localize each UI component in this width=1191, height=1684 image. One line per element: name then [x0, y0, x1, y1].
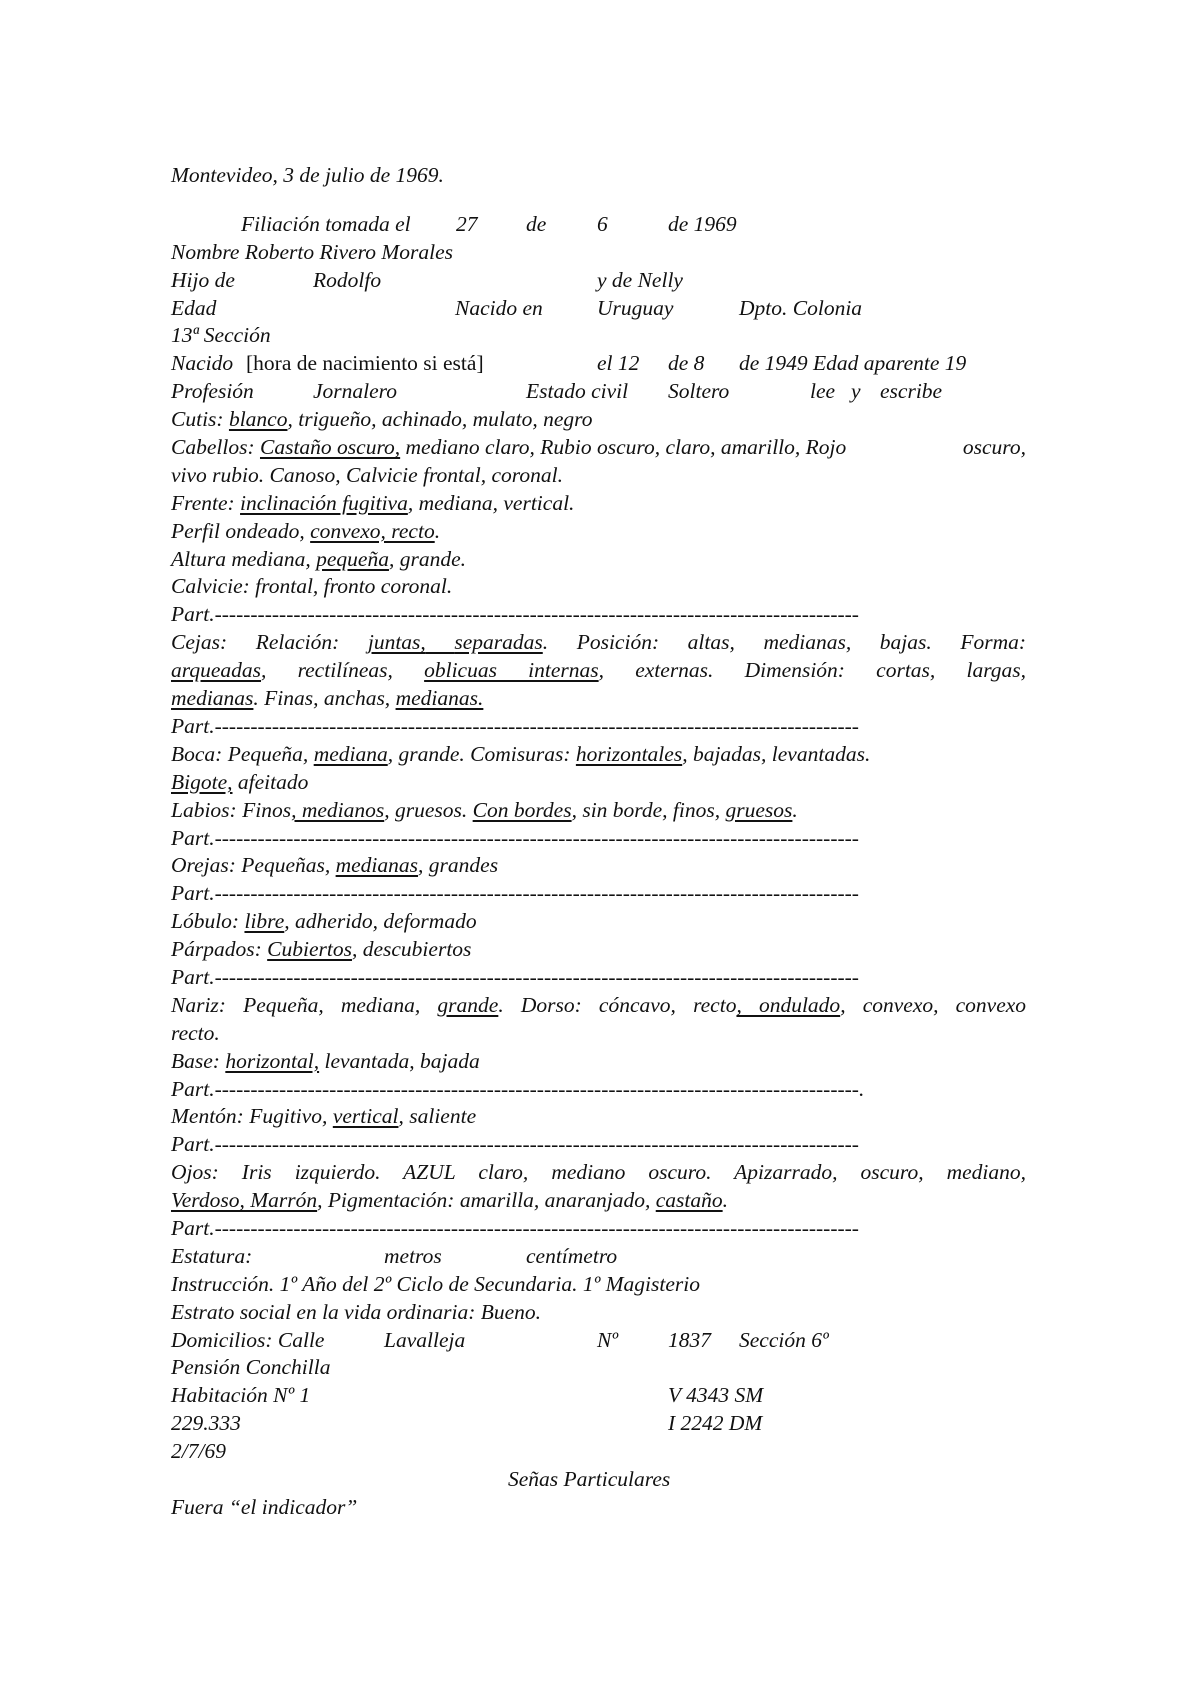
ojos-line-1 [171, 1159, 1026, 1187]
cejas-punct: , [260, 658, 267, 683]
filiacion-year: de 1969 [668, 211, 737, 236]
lobulo-selected: libre [244, 909, 285, 934]
ojos-word: oscuro. [648, 1160, 712, 1185]
senas-title-line [171, 1466, 1026, 1494]
parpados-options: , descubiertos [351, 937, 472, 962]
base-line [171, 1048, 1026, 1076]
bigote-selected: Bigote, [171, 769, 233, 794]
orejas-label: Orejas: Pequeñas, [171, 853, 336, 878]
country: Uruguay [597, 295, 674, 320]
cejas-word: Forma: [960, 630, 1027, 655]
labios-selected: Con bordes [472, 797, 572, 822]
ojos-word: mediano [551, 1160, 626, 1185]
menton-options: , saliente [398, 1104, 477, 1129]
nariz-word: convexo [955, 992, 1027, 1017]
pigmentacion-options: , Pigmentación: amarilla, anaranjado, [317, 1188, 656, 1213]
cejas-word: Posición: [576, 630, 660, 655]
part-line-2: Part.------------------------------------------------------------------------------------------ [171, 713, 859, 738]
escribe: escribe [880, 379, 943, 404]
father-name: Rodolfo [313, 267, 382, 292]
comisuras-selected: horizontales [575, 741, 683, 766]
orejas-selected: medianas [335, 853, 419, 878]
cejas-selected: medianas. [395, 686, 484, 711]
cejas-selected: separadas [454, 630, 543, 655]
altura-selected: pequeña [316, 546, 389, 571]
nariz-word: mediana, [340, 992, 421, 1017]
lobulo-label: Lóbulo: [171, 909, 245, 934]
birth-month: de 8 [668, 351, 705, 376]
domicilio-num-label: Nº [597, 1327, 619, 1352]
ojos-word: claro, [478, 1160, 529, 1185]
code-i: I 2242 DM [668, 1411, 763, 1436]
cejas-word: altas, [687, 630, 735, 655]
birth-year-age: de 1949 Edad aparente 19 [739, 351, 967, 376]
cutis-options: , trigueño, achinado, mulato, negro [287, 407, 593, 432]
lobulo-line [171, 908, 1026, 936]
part-separator [171, 825, 1026, 853]
part-line-5: Part.------------------------------------------------------------------------------------------ [171, 964, 859, 989]
altura-options: , grande. [388, 546, 467, 571]
estrato-line [171, 1299, 1026, 1327]
civil-label: Estado civil [526, 379, 629, 404]
ojos-line-2 [171, 1187, 1026, 1215]
parpados-line [171, 936, 1026, 964]
part-separator [171, 880, 1026, 908]
menton-line [171, 1103, 1026, 1131]
nariz-label: Nariz: [171, 992, 226, 1017]
bigote-line [171, 769, 1026, 797]
seccion-line [171, 322, 1026, 350]
labios-options: , gruesos. [384, 797, 473, 822]
labios-line [171, 797, 1026, 825]
nariz-word: recto [693, 992, 737, 1017]
labios-end: . [792, 797, 798, 822]
pension: Pensión Conchilla [171, 1355, 331, 1380]
part-separator [171, 964, 1026, 992]
ojos-label: Ojos: [171, 1160, 219, 1185]
part-separator [171, 1215, 1026, 1243]
nacido-note: [hora de nacimiento si está] [246, 351, 484, 376]
profesion-label: Profesión [171, 379, 254, 404]
part-line-4: Part.------------------------------------------------------------------------------------------ [171, 881, 859, 906]
ojos-selected: Verdoso, Marrón [171, 1188, 318, 1213]
perfil-selected: convexo, recto [310, 518, 435, 543]
fecha: 2/7/69 [171, 1439, 226, 1464]
cejas-space-u [426, 630, 455, 654]
department: Dpto. Colonia [739, 295, 863, 320]
cejas-line-1 [171, 629, 1026, 657]
perfil-end: . [434, 518, 441, 543]
labios-selected: gruesos [725, 797, 793, 822]
estatura-metros: metros [384, 1243, 442, 1268]
registro-num: 229.333 [171, 1411, 241, 1436]
estrato: Estrato social en la vida ordinaria: Bueno. [171, 1299, 542, 1324]
ojos-word: AZUL [403, 1160, 456, 1185]
cejas-selected: juntas, [367, 630, 426, 655]
estatura-line [171, 1243, 1026, 1271]
parpados-selected: Cubiertos [267, 937, 352, 962]
profesion-value: Jornalero [313, 379, 397, 404]
seccion: 13ª Sección [171, 323, 271, 348]
cabellos-selected: Castaño oscuro, [259, 435, 401, 460]
nombre: Nombre Roberto Rivero Morales [171, 239, 454, 264]
fuera: Fuera “el indicador” [171, 1494, 358, 1519]
nacido-line [171, 350, 1026, 378]
filiacion-month: 6 [597, 211, 608, 236]
boca-options: , grande. Comisuras: [387, 741, 576, 766]
cejas-selected: medianas [171, 686, 254, 711]
cejas-word: Dimensión: [744, 658, 845, 683]
birth-day: el 12 [597, 351, 640, 376]
cejas-punct: . [542, 630, 549, 655]
filiacion-line [171, 211, 1026, 239]
domicilio-line [171, 1327, 1026, 1355]
boca-selected: mediana [313, 741, 388, 766]
part-separator [171, 1131, 1026, 1159]
cutis-selected: blanco [228, 407, 288, 432]
filiacion-label: Filiación tomada el [241, 211, 411, 236]
cejas-word: largas, [966, 658, 1027, 683]
calvicie-line [171, 573, 1026, 601]
perfil-label: Perfil ondeado, [171, 518, 311, 543]
edad-label: Edad [171, 295, 217, 320]
document-body [171, 162, 1026, 1522]
cejas-word: Relación: [255, 630, 340, 655]
bigote-options: afeitado [232, 769, 309, 794]
ojos-word: oscuro, [860, 1160, 924, 1185]
registro-line [171, 1410, 1026, 1438]
labios-options: , sin borde, finos, [571, 797, 726, 822]
nariz-punct: . [498, 992, 504, 1017]
cejas-label: Cejas: [171, 630, 228, 655]
frente-selected: inclinación fugitiva [240, 490, 408, 515]
spacer [171, 190, 1026, 211]
nacido-label: Nacido [171, 351, 234, 376]
filiacion-de: de [526, 211, 547, 236]
cejas-selected: arqueadas [171, 658, 261, 683]
cutis-line [171, 406, 1026, 434]
base-options: levantada, bajada [319, 1048, 480, 1073]
hijo-label: Hijo de [171, 267, 235, 292]
domicilio-calle: Lavalleja [384, 1327, 466, 1352]
domicilio-seccion: Sección 6º [739, 1327, 829, 1352]
part-line-3: Part.------------------------------------------------------------------------------------------ [171, 825, 859, 850]
habitacion-label: Habitación Nº 1 [171, 1383, 311, 1408]
part-separator [171, 713, 1026, 741]
part-separator [171, 1076, 1026, 1104]
orejas-line [171, 852, 1026, 880]
ojos-end: . [722, 1188, 728, 1213]
ojos-word: Iris [241, 1160, 272, 1185]
frente-options: , mediana, vertical. [407, 490, 575, 515]
cejas-selected: oblicuas internas [424, 658, 599, 683]
nariz-word: convexo, [862, 992, 939, 1017]
part-line-6: Part.------------------------------------------------------------------------------------------. [171, 1076, 865, 1101]
cejas-word: medianas, [763, 630, 852, 655]
cejas-line-3 [171, 685, 1026, 713]
cejas-word: bajas. [879, 630, 932, 655]
domicilio-label: Domicilios: Calle [171, 1327, 325, 1352]
part-line-1: Part.------------------------------------------------------------------------------------------ [171, 602, 859, 627]
estatura-cm: centímetro [526, 1243, 618, 1268]
calvicie: Calvicie: frontal, fronto coronal. [171, 574, 453, 599]
altura-line [171, 546, 1026, 574]
habitacion-line [171, 1382, 1026, 1410]
cabellos-options-cont: vivo rubio. Canoso, Calvicie frontal, coronal. [171, 462, 563, 487]
senas-title: Señas Particulares [508, 1467, 671, 1492]
cejas-punct: , [598, 658, 605, 683]
mother-name: y de Nelly [597, 267, 683, 292]
ojos-word: izquierdo. [294, 1160, 381, 1185]
cejas-word: externas. [635, 658, 714, 683]
boca-line [171, 741, 1026, 769]
cabellos-label: Cabellos: [171, 435, 260, 460]
comisuras-options: , bajadas, levantadas. [682, 741, 871, 766]
estatura-label: Estatura: [171, 1243, 253, 1268]
lobulo-options: , adherido, deformado [284, 909, 477, 934]
cabellos-line-2 [171, 462, 1026, 490]
place-date: Montevideo, 3 de julio de 1969. [171, 163, 444, 187]
boca-label: Boca: Pequeña, [171, 741, 314, 766]
nariz-word: Pequeña, [243, 992, 324, 1017]
base-label: Base: [171, 1048, 226, 1073]
part-line-8: Part.------------------------------------------------------------------------------------------ [171, 1216, 859, 1241]
cabellos-line-1 [171, 434, 1026, 462]
domicilio-num: 1837 [668, 1327, 711, 1352]
parpados-label: Párpados: [171, 937, 268, 962]
instruccion: Instrucción. 1º Año del 2º Ciclo de Secundaria. 1º Magisterio [171, 1271, 700, 1296]
nacido-en-label: Nacido en [455, 295, 543, 320]
fuera-line [171, 1494, 1026, 1522]
ojos-word: mediano, [946, 1160, 1027, 1185]
cejas-word: cortas, [876, 658, 936, 683]
pigmentacion-selected: castaño [655, 1188, 723, 1213]
nariz-line-2 [171, 1020, 1026, 1048]
nariz-cont: recto. [171, 1020, 220, 1045]
fecha-line [171, 1438, 1026, 1466]
cejas-options: . Finas, anchas, [253, 686, 396, 711]
nombre-line [171, 239, 1026, 267]
nariz-word: cóncavo, [598, 992, 676, 1017]
filiacion-day: 27 [456, 211, 478, 236]
nariz-selected: grande [437, 992, 499, 1017]
base-selected: horizontal, [225, 1048, 320, 1073]
cutis-label: Cutis: [171, 407, 229, 432]
ojos-word: Apizarrado, [734, 1160, 838, 1185]
cabellos-options: mediano claro, Rubio oscuro, claro, amarillo, Rojo [400, 435, 847, 460]
perfil-line [171, 518, 1026, 546]
place-date-line [171, 162, 1026, 190]
instruccion-line [171, 1271, 1026, 1299]
frente-label: Frente: [171, 490, 241, 515]
cejas-line-2 [171, 657, 1026, 685]
altura-label: Altura mediana, [171, 546, 317, 571]
part-line-7: Part.------------------------------------------------------------------------------------------ [171, 1132, 859, 1157]
lee: lee [810, 379, 836, 404]
cejas-word: rectilíneas, [297, 658, 393, 683]
dorso-selected: , ondulado [736, 992, 841, 1017]
cabellos-options-end: oscuro, [962, 435, 1026, 460]
frente-line [171, 490, 1026, 518]
part-separator [171, 601, 1026, 629]
nariz-word: Dorso: [520, 992, 582, 1017]
y-word: y [851, 379, 861, 404]
code-v: V 4343 SM [668, 1383, 764, 1408]
hijo-line [171, 267, 1026, 295]
pension-line [171, 1354, 1026, 1382]
nariz-line-1 [171, 992, 1026, 1020]
nariz-punct: , [840, 992, 846, 1017]
labios-selected: , medianos [291, 797, 385, 822]
menton-label: Mentón: Fugitivo, [171, 1104, 333, 1129]
profesion-line [171, 378, 1026, 406]
edad-line [171, 295, 1026, 323]
orejas-options: , grandes [418, 853, 499, 878]
menton-selected: vertical [332, 1104, 399, 1129]
civil-value: Soltero [668, 379, 730, 404]
labios-label: Labios: Finos [171, 797, 292, 822]
